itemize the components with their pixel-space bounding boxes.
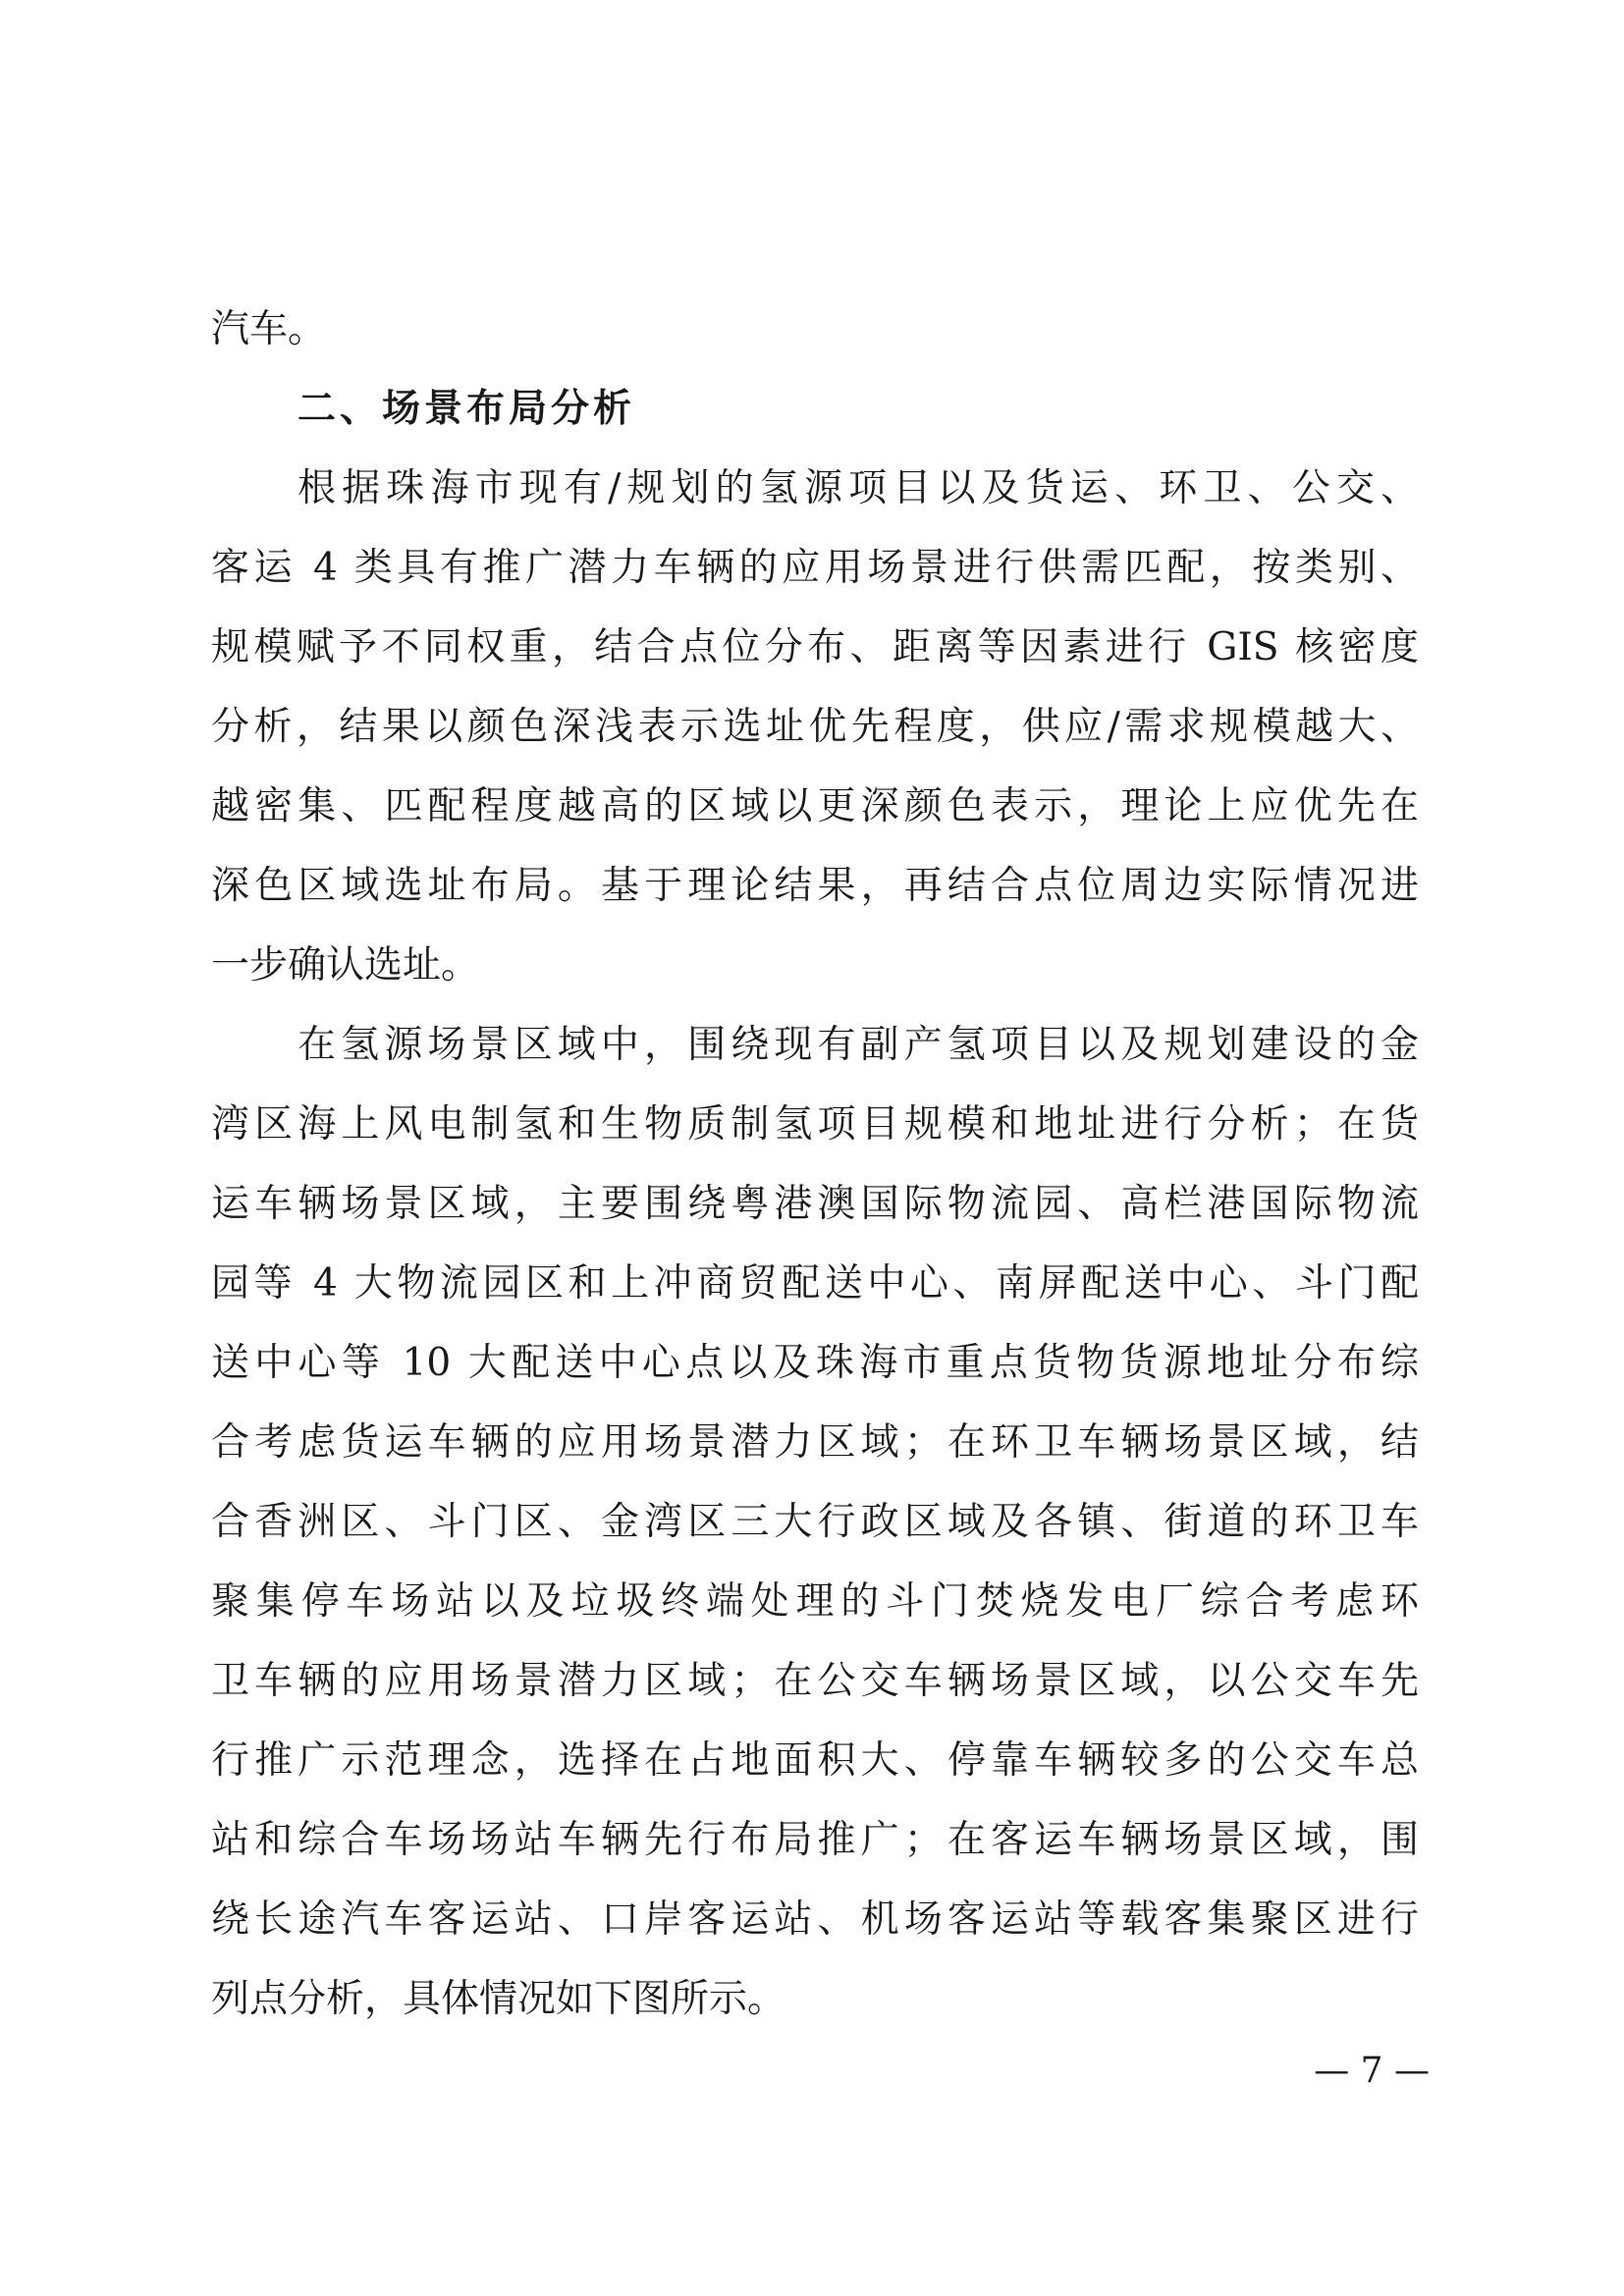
section-heading: 二、场景布局分析 [298,387,636,431]
paragraph-line: 湾区海上风电制氢和生物质制氢项目规模和地址进行分析；在货 [211,1102,1419,1147]
paragraph-line: 合香洲区、斗门区、金湾区三大行政区域及各镇、街道的环卫车 [211,1500,1419,1544]
paragraph-line: 运车辆场景区域，主要围绕粤港澳国际物流园、高栏港国际物流 [211,1182,1419,1226]
paragraph-line: 合考虑货运车辆的应用场景潜力区域；在环卫车辆场景区域，结 [211,1420,1419,1465]
paragraph-line: 行推广示范理念，选择在占地面积大、停靠车辆较多的公交车总 [211,1738,1419,1783]
paragraph-line: 分析，结果以颜色深浅表示选址优先程度，供应/需求规模越大、 [211,705,1419,749]
carryover-line: 汽车。 [211,307,327,351]
paragraph-scenario-areas [211,1005,1419,2039]
document-body [211,290,1419,2039]
paragraph-line: 列点分析，具体情况如下图所示。 [211,1977,786,2021]
paragraph-line: 深色区域选址布局。基于理论结果，再结合点位周边实际情况进 [211,864,1419,908]
page-number: — 7 — [1314,2051,1430,2091]
paragraph-line: 越密集、匹配程度越高的区域以更深颜色表示，理论上应优先在 [211,784,1419,828]
paragraph-supply-demand-matching [211,449,1419,1005]
paragraph-line: 一步确认选址。 [211,943,480,988]
paragraph-line: 卫车辆的应用场景潜力区域；在公交车辆场景区域，以公交车先 [211,1659,1419,1703]
paragraph-line: 聚集停车场站以及垃圾终端处理的斗门焚烧发电厂综合考虑环 [211,1579,1419,1624]
paragraph-line: 客运 4 类具有推广潜力车辆的应用场景进行供需匹配，按类别、 [211,546,1419,590]
paragraph-line: 在氢源场景区域中，围绕现有副产氢项目以及规划建设的金 [298,1023,1419,1067]
paragraph-line: 规模赋予不同权重，结合点位分布、距离等因素进行 GIS 核密度 [211,625,1419,669]
paragraph-line: 绕长途汽车客运站、口岸客运站、机场客运站等载客集聚区进行 [211,1897,1419,1942]
paragraph-line: 站和综合车场场站车辆先行布局推广；在客运车辆场景区域，围 [211,1818,1419,1862]
paragraph-line: 园等 4 大物流园区和上冲商贸配送中心、南屏配送中心、斗门配 [211,1261,1419,1306]
paragraph-line: 送中心等 10 大配送中心点以及珠海市重点货物货源地址分布综 [211,1341,1419,1385]
paragraph-line: 根据珠海市现有/规划的氢源项目以及货运、环卫、公交、 [298,466,1419,510]
